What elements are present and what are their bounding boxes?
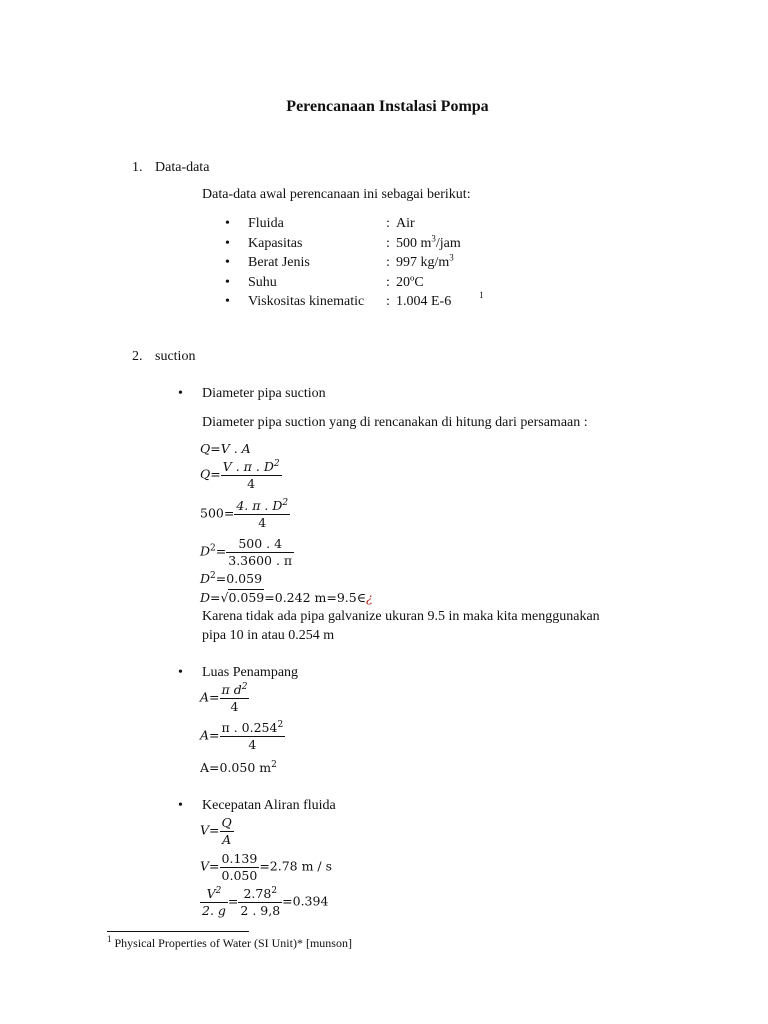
equation-q-va: Q=V . A [200,441,251,456]
equation-d-value: D=√0.059=0.242 m=9.5∈¿ [200,590,373,605]
equation-a-pi-0254: A= $\frac{\pi . 0.254^2}{4}$ [200,719,284,752]
footnote: $^1$ Physical Properties of Water (SI Unit)* [munson] [107,934,352,950]
equation-a-pi-d: A= $\frac{\pi d^2}{4}$ [200,681,248,714]
kecepatan-heading: Kecepatan Aliran fluida [202,798,336,813]
equation-500-fraction: 500= $\frac{4. \pi . D^2}{4}$ [200,497,289,530]
data-value: 997 $kg/m^3$ [396,252,454,270]
page-title: Perencanaan Instalasi Pompa [286,98,489,115]
data-value: 500 $m^3$/jam [396,233,461,251]
data-value: 1.004 E-6 [396,294,452,309]
data-label: Suhu [248,275,277,290]
data-label: Fluida [248,216,284,231]
section-1-intro: Data-data awal perencanaan ini sebagai berikut: [202,187,471,202]
equation-d2-fraction: $D^2=$ $\frac{500 . 4}{3.3600 . \pi}$ [200,536,293,568]
bullet-icon: • [178,665,183,680]
data-sep: : [386,216,390,231]
bullet-icon: • [178,386,183,401]
data-sep: : [386,275,390,290]
bullet-icon: • [225,236,230,251]
section-2-heading: suction [155,349,196,364]
bullet-icon: • [225,216,230,231]
bullet-icon: • [178,798,183,813]
luas-heading: Luas Penampang [202,665,299,680]
equation-q-fraction: Q= $\frac{V . \pi . D^2}{4}$ [200,458,280,491]
equation-v-q-a: V= $\frac{Q}{A}$ [200,815,232,847]
section-1-number: 1. [132,160,143,175]
data-label: Viskositas kinematic [248,294,365,309]
diameter-conclusion-line-2: pipa 10 in atau 0.254 m [202,628,335,643]
bullet-icon: • [225,275,230,290]
section-2-number: 2. [132,349,143,364]
bullet-icon: • [225,255,230,270]
data-sep: : [386,255,390,270]
data-label: Kapasitas [248,236,303,251]
bullet-icon: • [225,294,230,309]
footnote-separator [107,931,249,932]
equation-a-value: A=0.050 $m^2$ [200,759,277,775]
section-1-heading: Data-data [155,160,210,175]
footnote-ref: 1 [479,290,484,300]
data-value: Air [396,216,415,231]
data-value: 20ºC [396,275,424,290]
diameter-intro: Diameter pipa suction yang di rencanakan di hitung dari persamaan : [202,415,588,430]
diameter-heading: Diameter pipa suction [202,386,326,401]
diameter-conclusion-line-1: Karena tidak ada pipa galvanize ukuran 9.5 in maka kita menggunakan [202,609,600,624]
equation-v2-2g: $\frac{V^2}{2. g}$ = $\frac{2.78^2}{2 . 9,8}$ =0.394 [202,885,329,918]
equation-d2-value: $D^2=0.059$ [200,570,263,586]
equation-v-value: V= $\frac{0.139}{0.050}$ =2.78 m / s [200,851,333,883]
data-label: Berat Jenis [248,255,310,270]
data-sep: : [386,294,390,309]
data-sep: : [386,236,390,251]
